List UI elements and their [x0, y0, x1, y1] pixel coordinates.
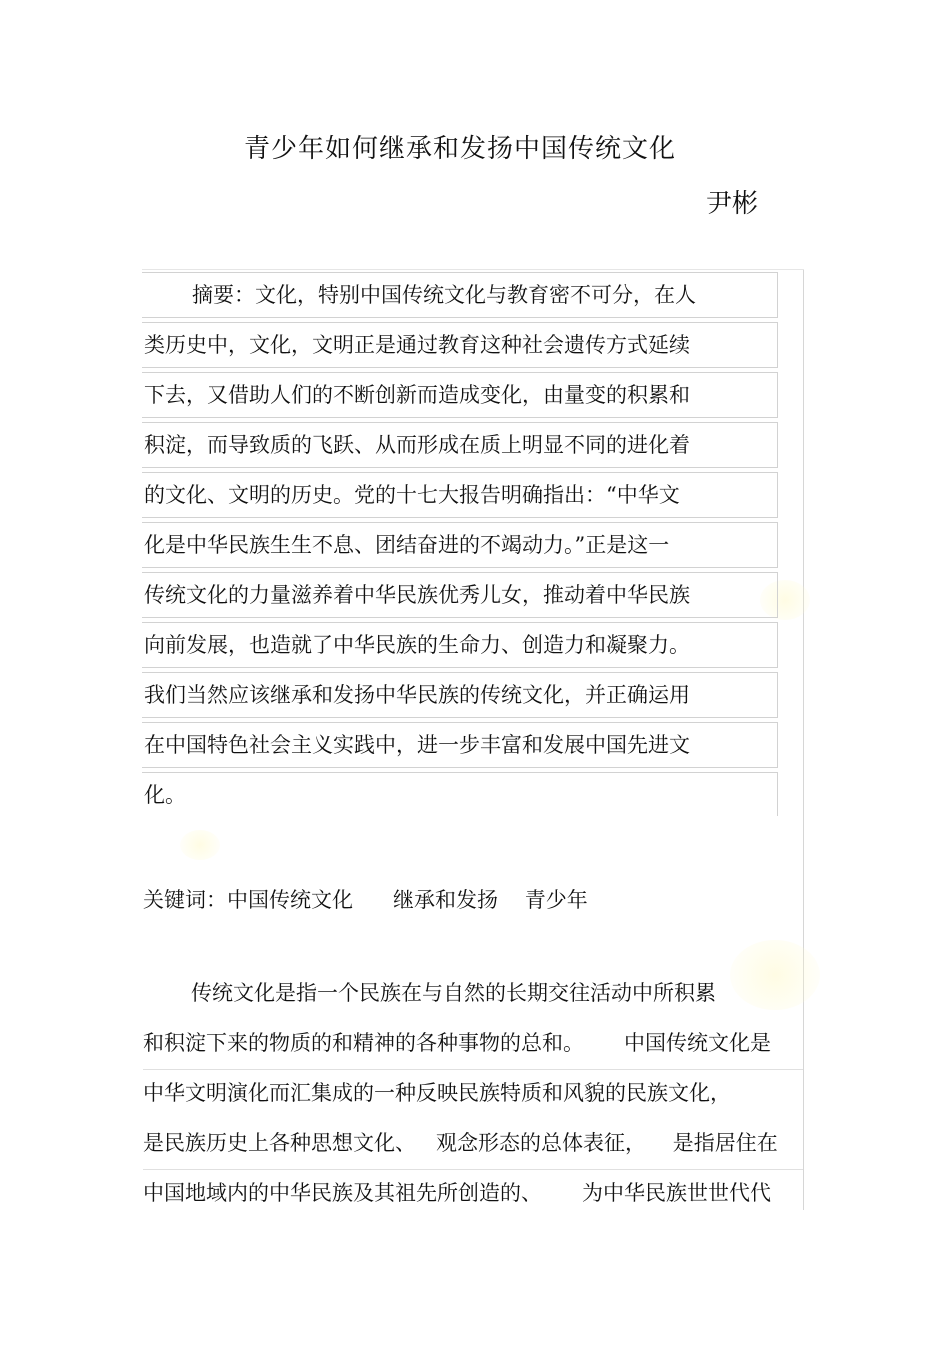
abstract-line: 下去，又借助人们的不断创新而造成变化，由量变的积累和	[142, 372, 778, 418]
abstract-line: 的文化、文明的历史。党的十七大报告明确指出：“中华文	[142, 472, 778, 518]
document-author: 尹彬	[706, 189, 759, 219]
abstract-line: 我们当然应该继承和发扬中华民族的传统文化，并正确运用	[142, 672, 778, 718]
body-line: 中国地域内的中华民族及其祖先所创造的、 为中华民族世世代代	[143, 1181, 772, 1205]
document-title: 青少年如何继承和发扬中国传统文化	[243, 134, 676, 164]
abstract-line: 传统文化的力量滋养着中华民族优秀儿女，推动着中华民族	[142, 572, 778, 618]
body-section	[143, 970, 803, 1220]
body-line: 中华文明演化而汇集成的一种反映民族特质和风貌的民族文化，	[143, 1081, 731, 1105]
abstract-section	[142, 272, 778, 820]
abstract-line: 在中国特色社会主义实践中，进一步丰富和发展中国先进文	[142, 722, 778, 768]
body-line: 是民族历史上各种思想文化、 观念形态的总体表征， 是指居住在	[143, 1120, 803, 1170]
abstract-line: 化是中华民族生生不息、团结奋进的不竭动力。”正是这一	[142, 522, 778, 568]
abstract-line: 积淀，而导致质的飞跃、从而形成在质上明显不同的进化着	[142, 422, 778, 468]
page-frame-right	[803, 270, 804, 1210]
abstract-line: 类历史中，文化，文明正是通过教育这种社会遗传方式延续	[142, 322, 778, 368]
body-line: 传统文化是指一个民族在与自然的长期交往活动中所积累	[191, 981, 716, 1005]
abstract-line: 向前发展，也造就了中华民族的生命力、创造力和凝聚力。	[142, 622, 778, 668]
scan-glow	[180, 830, 220, 860]
page-frame-top	[142, 269, 804, 270]
body-line: 和积淀下来的物质的和精神的各种事物的总和。 中国传统文化是	[143, 1020, 803, 1070]
abstract-line: 化。	[142, 772, 778, 816]
abstract-line: 摘要：文化，特别中国传统文化与教育密不可分，在人	[142, 272, 778, 318]
keywords-line: 关键词：中国传统文化 继承和发扬 青少年	[143, 888, 588, 912]
